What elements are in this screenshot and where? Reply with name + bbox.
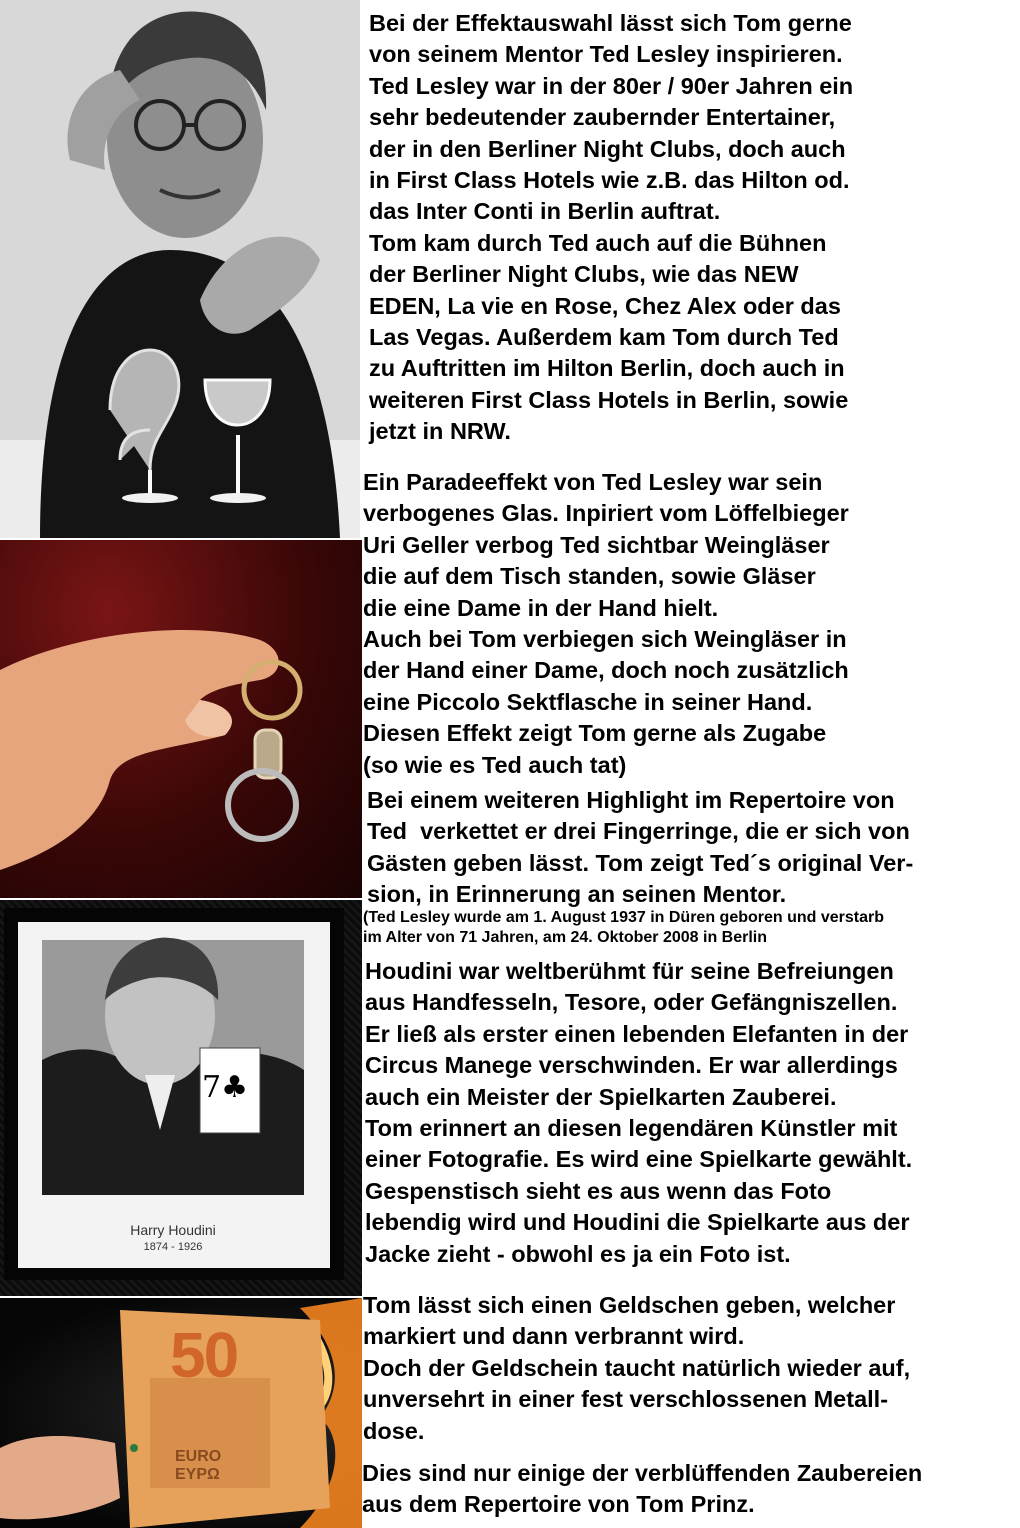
photo-houdini-frame: [0, 900, 362, 1296]
houdini-caption-years: 1874 - 1926: [143, 1241, 203, 1253]
linking-rings-illustration: [0, 540, 362, 898]
playing-card: 7♣: [202, 1070, 248, 1105]
text-ted-lesley-biography: (Ted Lesley wurde am 1. August 1937 in Düren geboren und verstarb im Alter von 71 Jahren, am 24. Oktober 2008 in Berlin: [363, 909, 885, 946]
houdini-caption-name: Harry Houdini: [130, 1222, 216, 1238]
photo-linking-rings: [0, 540, 362, 898]
text-burning-banknote: Tom lässt sich einen Geldschen geben, welcher markiert und dann verbrannt wird. Doch der Geldschein taucht natürlich wieder auf, unversehrt in einer fest verschlossenen Metall- dose.: [363, 1292, 911, 1444]
text-ted-lesley-intro: Bei der Effektauswahl lässt sich Tom gerne von seinem Mentor Ted Lesley inspirieren. Ted Lesley war in der 80er / 90er Jahren ein sehr bedeutender zaubernder Entertainer, der in den Berliner Night Clubs, doch auch in First Class Hotels wie z.B. das Hilton od. das Inter Conti in Berlin auftrat. Tom kam durch Ted auch auf die Bühnen der Berliner Night Clubs, wie das NEW EDEN, La vie en Rose, Chez Alex oder das Las Vegas. Außerdem kam Tom durch Ted zu Auftritten im Hilton Berlin, doch auch in weiteren First Class Hotels in Berlin, sowie jetzt in NRW.: [369, 10, 854, 445]
photo-ted-lesley: [0, 0, 360, 538]
banknote-currency-greek: ΕΥΡΩ: [175, 1466, 220, 1483]
text-linking-rings: Bei einem weiteren Highlight im Repertoire von Ted verkettet er drei Fingerringe, die er sich von Gästen geben lässt. Tom zeigt Ted´s original Ver- sion, in Erinnerung an seinen Mentor.: [367, 787, 914, 908]
text-bent-glass-effect: Ein Paradeeffekt von Ted Lesley war sein verbogenes Glas. Inpiriert vom Löffelbieger Uri Geller verbog Ted sichtbar Weingläser die auf dem Tisch standen, sowie Gläser die eine Dame in der Hand hielt. Auch bei Tom verbiegen sich Weingläser in der Hand einer Dame, doch noch zusätzlich eine Piccolo Sektflasche in seiner Hand. Diesen Effekt zeigt Tom gerne als Zugabe (so wie es Ted auch tat): [363, 469, 849, 778]
ted-lesley-illustration: [0, 0, 360, 538]
banknote-value: 50: [170, 1319, 238, 1391]
text-closing: Dies sind nur einige der verblüffenden Zaubereien aus dem Repertoire von Tom Prinz.: [362, 1460, 923, 1518]
text-houdini: Houdini war weltberühmt für seine Befreiungen aus Handfesseln, Tesore, oder Gefängniszellen. Er ließ als erster einen lebenden Elefanten in der Circus Manege verschwinden. Er war allerdings auch ein Meister der Spielkarten Zauberei. Tom erinnert an diesen legendären Künstler mit einer Fotografie. Es wird eine Spielkarte gewählt. Gespenstisch sieht es aus wenn das Foto lebendig wird und Houdini die Spielkarte aus der Jacke zieht - obwohl es ja ein Foto ist.: [365, 958, 913, 1267]
banknote-currency: EURO: [175, 1448, 222, 1465]
photo-burning-banknote: [0, 1298, 362, 1528]
